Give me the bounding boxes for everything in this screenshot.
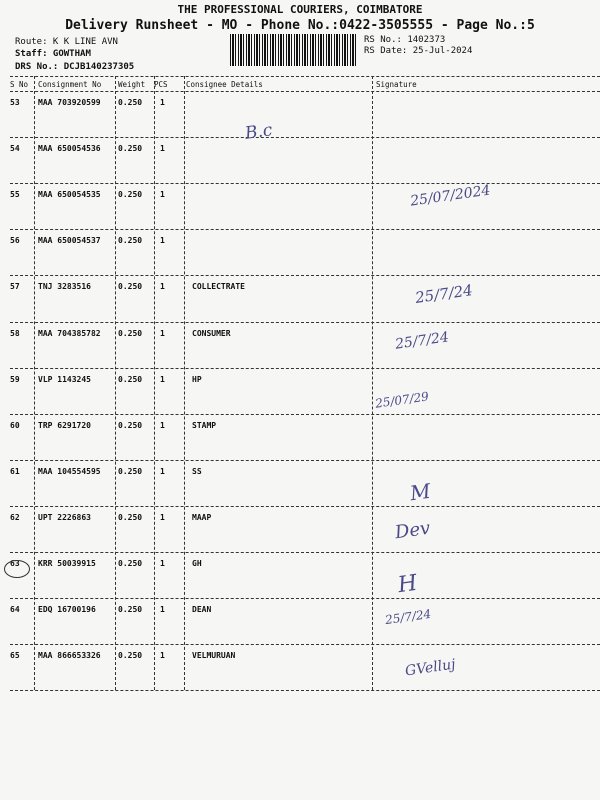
row-sno: 53 (10, 98, 20, 107)
row-pcs: 1 (160, 605, 165, 615)
row-pcs: 1 (160, 328, 165, 338)
row-consignee: STAMP (192, 420, 217, 430)
row-pcs: 1 (160, 420, 165, 430)
row-weight: 0.250 (118, 559, 143, 568)
row-consignment: MAA 650054536 (38, 144, 101, 154)
row-consignee: VELMURUAN (192, 651, 236, 661)
row-divider (10, 275, 600, 276)
route-label: Route: K K LINE AVN (15, 37, 118, 47)
row-pcs: 1 (160, 282, 165, 292)
row-consignee: CONSUMER (192, 328, 231, 338)
signature-row65: GVelluj (404, 656, 457, 680)
row-consignment: TRP 6291720 (38, 420, 91, 430)
row-divider (10, 460, 600, 461)
row-divider (10, 229, 600, 230)
col-sno: S No (10, 80, 29, 89)
handwriting-bc: B.c (243, 120, 274, 144)
row-consignment: EDQ 16700196 (38, 605, 96, 615)
row-sno: 61 (10, 466, 20, 476)
col-consignment: Consignment No (38, 80, 102, 89)
signature-row57: 25/7/24 (414, 281, 474, 307)
row-sno: 56 (10, 236, 20, 246)
col-signature: Signature (376, 80, 417, 89)
row-weight: 0.250 (118, 512, 143, 522)
row-pcs: 1 (160, 651, 165, 661)
staff-label: Staff: GOWTHAM (15, 49, 91, 59)
row-pcs: 1 (160, 374, 165, 384)
row-divider (10, 183, 600, 184)
row-weight: 0.250 (118, 328, 143, 338)
row-sno: 59 (10, 374, 20, 384)
row-weight: 0.250 (118, 190, 143, 200)
row-pcs: 1 (160, 512, 165, 522)
signature-row63: H (396, 570, 419, 599)
row-divider (10, 414, 600, 415)
runsheet-subtitle: Delivery Runsheet - MO - Phone No.:0422-3505555 - Page No.:5 (65, 18, 535, 33)
row-pcs: 1 (160, 144, 165, 154)
row-pcs: 1 (160, 559, 165, 568)
signature-row55: 25/07/2024 (409, 182, 492, 210)
row-consignment: UPT 2226863 (38, 512, 91, 522)
row-divider (10, 368, 600, 369)
row-weight: 0.250 (118, 420, 143, 430)
col-weight: Weight (118, 80, 146, 89)
row-sno: 64 (10, 605, 20, 615)
row-sno: 57 (10, 282, 20, 292)
company-title: THE PROFESSIONAL COURIERS, COIMBATORE (177, 3, 423, 16)
row-weight: 0.250 (118, 98, 143, 107)
signature-row59: 25/07/29 (374, 389, 430, 411)
row-weight: 0.250 (118, 651, 143, 661)
rs-date: RS Date: 25-Jul-2024 (364, 46, 473, 56)
signature-row58: 25/7/24 (394, 329, 450, 353)
row-sno: 62 (10, 512, 20, 522)
row-divider (10, 506, 600, 507)
row-consignment: MAA 650054535 (38, 190, 101, 200)
row-consignee: DEAN (192, 605, 212, 615)
row-sno: 58 (10, 328, 20, 338)
row-pcs: 1 (160, 190, 165, 200)
row-divider (10, 552, 600, 553)
bracket-mark (0, 116, 40, 266)
row-sno: 63 (10, 559, 20, 568)
circle-mark (4, 560, 30, 578)
row-weight: 0.250 (118, 605, 143, 615)
row-sno: 54 (10, 144, 20, 154)
rs-number: RS No.: 1402373 (364, 35, 446, 45)
row-weight: 0.250 (118, 236, 143, 246)
row-consignment: MAA 866653326 (38, 651, 101, 661)
row-sno: 65 (10, 651, 20, 661)
row-pcs: 1 (160, 98, 165, 107)
row-consignment: TNJ 3283516 (38, 282, 91, 292)
row-consignee: HP (192, 374, 202, 384)
signature-row64: 25/7/24 (384, 606, 433, 628)
row-consignment: MAA 703920599 (38, 98, 101, 107)
row-consignee: GH (192, 559, 202, 568)
runsheet-table (10, 76, 600, 690)
col-pcs: PCS (154, 80, 168, 89)
barcode-image (230, 34, 358, 66)
row-weight: 0.250 (118, 144, 143, 154)
row-consignment: KRR 50039915 (38, 559, 96, 568)
signature-row61: M (408, 478, 433, 506)
row-divider (10, 644, 600, 645)
row-sno: 60 (10, 420, 20, 430)
row-consignee: COLLECTRATE (192, 282, 245, 292)
row-consignment: VLP 1143245 (38, 374, 91, 384)
row-weight: 0.250 (118, 374, 143, 384)
row-consignee: SS (192, 466, 202, 476)
row-consignee: MAAP (192, 512, 212, 522)
row-consignment: MAA 104554595 (38, 466, 101, 476)
row-pcs: 1 (160, 466, 165, 476)
row-divider (10, 598, 600, 599)
row-sno: 55 (10, 190, 20, 200)
row-divider (10, 322, 600, 323)
row-weight: 0.250 (118, 466, 143, 476)
row-weight: 0.250 (118, 282, 143, 292)
row-divider (10, 137, 600, 138)
row-divider (10, 690, 600, 691)
row-pcs: 1 (160, 236, 165, 246)
row-consignment: MAA 704385782 (38, 328, 101, 338)
col-consignee: Consignee Details (186, 80, 263, 89)
signature-row62: Dev (393, 517, 432, 544)
drs-label: DRS No.: DCJB140237305 (15, 62, 135, 72)
row-consignment: MAA 650054537 (38, 236, 101, 246)
